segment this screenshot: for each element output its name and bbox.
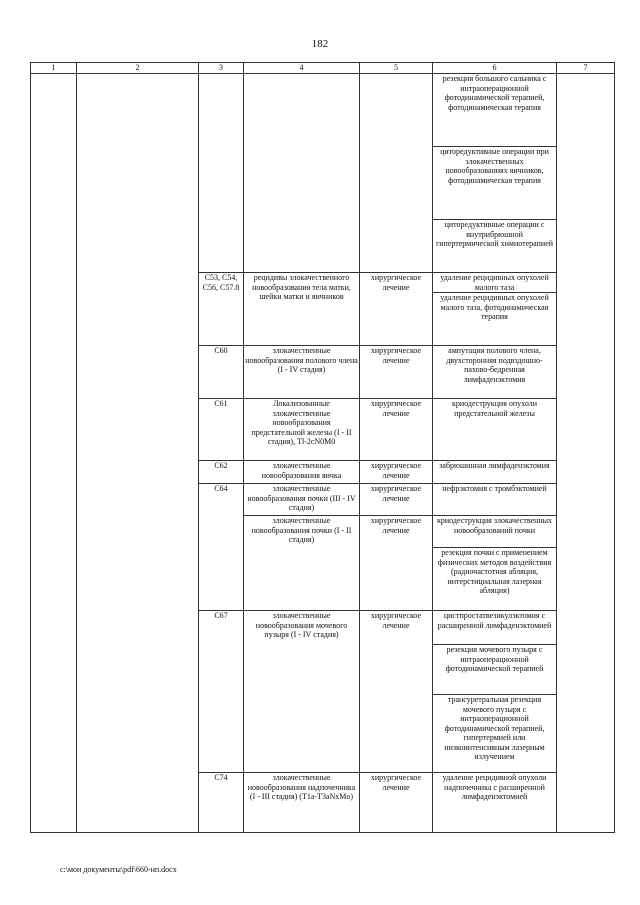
code-cell: C74 [199,773,244,833]
code-cell: C61 [199,399,244,461]
method-cell: нефрэктомия с тромбэктомией [433,484,557,516]
column-number: 1 [31,63,77,74]
column-number: 5 [360,63,433,74]
treatment-cell: хирургическое лечение [360,273,433,346]
code-cell [199,74,244,273]
treatment-cell [360,74,433,273]
disease-cell [244,74,360,273]
empty-cell [557,74,615,833]
disease-cell: рецидивы злокачественного новообразования тела матки, шейки матки и яичников [244,273,360,346]
method-cell: циторедуктивные операции при злокачественных новообразованиях яичников, фотодинамическая терапия [433,147,557,220]
column-number: 2 [77,63,199,74]
method-cell: удаление рецидивных опухолей малого таза, фотодинамическая терапия [433,293,557,346]
column-number: 6 [433,63,557,74]
code-cell: C64 [199,484,244,611]
disease-cell: злокачественные новообразования надпочечника (I - III стадия) (T1a-T3aNxMo) [244,773,360,833]
empty-cell [77,74,199,833]
code-cell: C67 [199,611,244,773]
code-cell: C62 [199,461,244,484]
column-number: 3 [199,63,244,74]
disease-cell: Локализованные злокачественные новообразования предстательной железы (I - II стадия), Tl-2cN0M0 [244,399,360,461]
method-cell: криодеструкция опухоли предстательной железы [433,399,557,461]
treatment-cell: хирургическое лечение [360,773,433,833]
method-cell: криодеструкция злокачественных новообразований почки [433,516,557,548]
table-row [31,74,615,147]
treatment-cell: хирургическое лечение [360,484,433,516]
column-number: 7 [557,63,615,74]
treatment-cell: хирургическое лечение [360,611,433,773]
disease-cell: злокачественные новообразования полового члена (I - IV стадия) [244,346,360,399]
method-cell: трансуретральная резекция мочевого пузыря с интраоперационной фотодинамической терапией, гипертермией или низкоинтенсивным лазерным излучением [433,695,557,773]
treatment-cell: хирургическое лечение [360,399,433,461]
method-cell: ампутация полового члена, двухсторонняя подвздошно-пахово-бедренная лимфаденэктомия [433,346,557,399]
treatment-table [30,62,615,833]
empty-cell [31,74,77,833]
disease-cell: злокачественные новообразования мочевого пузыря (I - IV стадия) [244,611,360,773]
page-number: 182 [311,38,329,50]
method-cell: забрюшинная лимфаденэктомия [433,461,557,484]
disease-cell: злокачественные новообразования яичка [244,461,360,484]
disease-cell: злокачественные новообразования почки (III - IV стадия) [244,484,360,516]
disease-cell: злокачественные новообразования почки (I - II стадия) [244,516,360,611]
code-cell: C53, C54, C56, C57.8 [199,273,244,346]
treatment-cell: хирургическое лечение [360,461,433,484]
column-number-row [31,63,615,74]
treatment-cell: хирургическое лечение [360,516,433,611]
method-cell: циторедуктивные операции с внутрибрюшной гипертермической химиотерапией [433,220,557,273]
column-number: 4 [244,63,360,74]
method-cell: удаление рецидивной опухоли надпочечника с расширенной лимфаденэктомией [433,773,557,833]
treatment-cell: хирургическое лечение [360,346,433,399]
method-cell: удаление рецидивных опухолей малого таза [433,273,557,293]
code-cell: C60 [199,346,244,399]
method-cell: цистпростатвезикулэктомия с расширенной лимфаденэктомией [433,611,557,645]
method-cell: резекция мочевого пузыря с интраоперационной фотодинамической терапией [433,645,557,695]
method-cell: резекция почки с применением физических методов воздействия (радиочастотная абляция, интерстициальная лазерная абляция) [433,548,557,611]
method-cell: резекция большого сальника с интраоперационной фотодинамической терапией, фотодинамическая терапия [433,74,557,147]
file-path-footer: c:\мои документы\pdf\660-нп.docx [60,865,177,874]
